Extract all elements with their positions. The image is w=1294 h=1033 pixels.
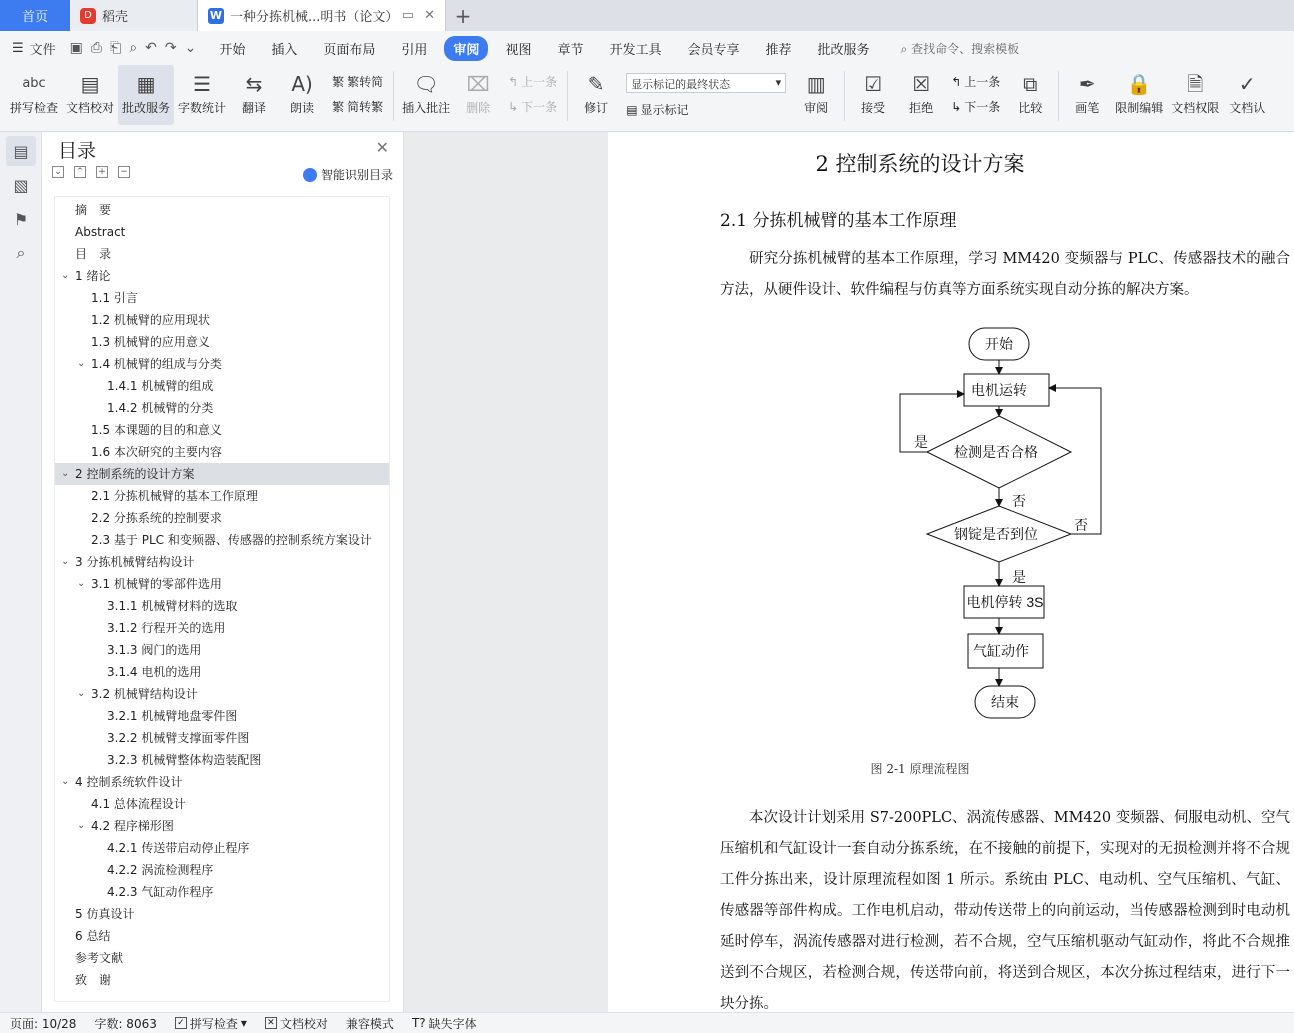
flow-stop-label: 电机停转 3S — [966, 594, 1044, 610]
menu-review[interactable]: 审阅 — [444, 36, 488, 61]
toc-item-label: 2.3 基于 PLC 和变频器、传感器的控制系统方案设计 — [91, 533, 372, 547]
chevron-down-icon[interactable]: ⌄ — [77, 688, 86, 699]
proofread-status-icon: ✕ — [265, 1017, 277, 1029]
prev-comment-button[interactable] — [508, 73, 557, 90]
chevron-down-icon[interactable]: ⌄ — [77, 578, 86, 589]
chevron-down-icon[interactable]: ⌄ — [77, 358, 86, 369]
toc-item-label: 3.1 机械臂的零部件选用 — [91, 577, 222, 591]
smart-toc-icon — [303, 168, 317, 182]
doc-permission-button[interactable] — [1167, 65, 1223, 125]
trad-to-simp-label: 繁转简 — [347, 75, 384, 89]
missing-font-icon: T? — [411, 1016, 426, 1030]
simp-to-trad-label: 简转繁 — [347, 100, 384, 114]
new-tab-button[interactable]: + — [454, 3, 472, 28]
menu-insert[interactable]: 插入 — [271, 42, 298, 58]
bookmark-icon[interactable]: ⚑ — [13, 209, 29, 229]
expand-all-icon[interactable]: ⌃ — [74, 166, 86, 178]
markup-group — [620, 65, 792, 118]
reject-label: 拒绝 — [909, 101, 934, 115]
next-icon: ↳ — [951, 99, 962, 114]
toc-item-label: 5 仿真设计 — [75, 907, 135, 921]
save-icon[interactable]: ▣ — [69, 40, 83, 56]
comment-add-icon: 🗨 — [413, 72, 439, 96]
ribbon-separator — [844, 71, 845, 121]
toc-item-label: 4.2.1 传送带启动停止程序 — [107, 841, 250, 855]
flow-end-label: 结束 — [991, 694, 1019, 710]
review-pane-button[interactable] — [792, 65, 840, 125]
next-comment-label: 下一条 — [521, 100, 558, 114]
doc-permission-label: 文档权限 — [1171, 101, 1220, 115]
toc-item[interactable] — [55, 595, 389, 617]
track-changes-icon: ✎ — [587, 72, 605, 96]
toc-item[interactable] — [55, 815, 389, 837]
markup-state-value: 显示标记的最终状态 — [631, 78, 731, 91]
toc-item-label: 3.1.4 电机的选用 — [107, 665, 202, 679]
toc-item[interactable] — [55, 243, 389, 265]
toc-item[interactable] — [55, 485, 389, 507]
toc-item[interactable] — [55, 837, 389, 859]
chevron-down-icon: ▾ — [775, 76, 782, 89]
chevron-down-icon[interactable]: ⌄ — [61, 776, 70, 787]
toc-item[interactable] — [55, 551, 389, 573]
toc-item-label: Abstract — [75, 225, 126, 239]
reject-icon: ☒ — [912, 72, 931, 96]
insert-comment-button[interactable] — [398, 65, 454, 125]
writer-logo-icon: W — [209, 9, 223, 22]
next-comment-button[interactable] — [508, 98, 557, 115]
more-icon[interactable]: ⌄ — [184, 40, 197, 56]
doc-proofread-button[interactable] — [62, 65, 118, 125]
toc-item[interactable] — [55, 947, 389, 969]
toc-item[interactable] — [55, 441, 389, 463]
menu-recommend[interactable]: 推荐 — [765, 42, 792, 58]
toc-item-label: 3.2.2 机械臂支撑面零件图 — [107, 731, 250, 745]
flow-yes-label-1: 是 — [914, 434, 928, 450]
translate-label: 翻译 — [242, 101, 267, 115]
toc-item[interactable] — [55, 573, 389, 595]
accept-button[interactable] — [849, 65, 897, 125]
toc-item[interactable] — [55, 617, 389, 639]
toc-item-label: 4.1 总体流程设计 — [91, 797, 186, 811]
toc-item-label: 3.1.1 机械臂材料的选取 — [107, 599, 238, 613]
status-proofread-label: 文档校对 — [279, 1016, 328, 1031]
simp-to-trad-button[interactable] — [332, 98, 383, 115]
toc-title: 目录 — [58, 140, 97, 162]
flow-cylinder-label: 气缸动作 — [973, 643, 1029, 659]
delete-comment-label: 删除 — [466, 101, 491, 115]
figure-caption: 图 2-1 原理流程图 — [870, 762, 970, 776]
toc-item-label: 4.2 程序梯形图 — [91, 819, 174, 833]
comment-nav-group — [502, 65, 563, 115]
toc-item-label: 3.1.2 行程开关的选用 — [107, 621, 226, 635]
convert-icon: 繁 — [332, 100, 345, 114]
show-markup-icon: ▤ — [626, 102, 638, 117]
file-menu-label: 文件 — [29, 42, 56, 58]
toc-item[interactable] — [55, 727, 389, 749]
ribbon-separator — [393, 71, 394, 121]
tab-bar — [0, 0, 1294, 31]
toc-item-label: 参考文献 — [75, 951, 124, 965]
toc-panel — [42, 132, 404, 1012]
review-service-icon: ▦ — [136, 72, 156, 96]
heading-1: 2 控制系统的设计方案 — [815, 152, 1025, 176]
toc-item[interactable] — [55, 529, 389, 551]
tab-document[interactable] — [198, 0, 446, 31]
menu-devtools[interactable]: 开发工具 — [609, 42, 662, 58]
flow-motor-label: 电机运转 — [971, 382, 1027, 398]
chevron-down-icon: ▾ — [240, 1016, 247, 1030]
toc-item-label: 4.2.3 气缸动作程序 — [107, 885, 214, 899]
toc-item-label: 3.2.1 机械臂地盘零件图 — [107, 709, 238, 723]
search-icon: ⌕ — [900, 41, 908, 56]
smart-toc-label: 智能识别目录 — [320, 168, 393, 182]
toc-item[interactable] — [55, 771, 389, 793]
chevron-down-icon[interactable]: ⌄ — [61, 556, 70, 567]
toc-item[interactable] — [55, 793, 389, 815]
show-markup-button[interactable] — [626, 101, 786, 118]
tab-daoke-label: 稻壳 — [102, 10, 129, 25]
prev-icon: ↰ — [508, 74, 519, 89]
quick-access-toolbar — [70, 40, 197, 56]
convert-group — [326, 65, 389, 115]
prev-change-label: 上一条 — [964, 75, 1001, 89]
track-changes-button[interactable] — [572, 65, 620, 125]
missing-font-label: 缺失字体 — [428, 1016, 477, 1031]
restrict-edit-label: 限制编辑 — [1115, 101, 1164, 115]
show-markup-label: 显示标记 — [640, 103, 689, 117]
toc-item[interactable] — [55, 639, 389, 661]
ribbon-separator — [1058, 71, 1059, 121]
flow-start-label: 开始 — [985, 336, 1013, 352]
preview-icon[interactable]: ⌕ — [129, 40, 138, 56]
lock-icon: 🔒 — [1126, 72, 1152, 96]
compare-button[interactable] — [1006, 65, 1054, 125]
chapter-rail-icon[interactable]: ▧ — [13, 175, 29, 195]
export-icon[interactable]: ⎙ — [90, 40, 103, 56]
chevron-down-icon[interactable]: ⌄ — [61, 468, 70, 479]
toc-item-label: 2 控制系统的设计方案 — [75, 467, 195, 481]
toc-item[interactable] — [55, 969, 389, 991]
flow-no-label-1: 否 — [1012, 493, 1026, 509]
compare-label: 比较 — [1018, 101, 1043, 115]
daoke-logo-icon: D — [80, 8, 96, 24]
toc-item[interactable] — [55, 683, 389, 705]
track-changes-label: 修订 — [584, 101, 609, 115]
close-icon[interactable]: ✕ — [375, 138, 389, 157]
toc-list — [54, 196, 390, 1002]
document-page[interactable] — [608, 132, 1294, 1012]
redo-icon[interactable]: ↷ — [164, 40, 177, 56]
toc-item-label: 2.1 分拣机械臂的基本工作原理 — [91, 489, 258, 503]
next-icon: ↳ — [508, 99, 519, 114]
flowchart — [888, 324, 1148, 724]
status-bar — [0, 1012, 1294, 1033]
toc-item[interactable] — [55, 507, 389, 529]
toc-item[interactable] — [55, 199, 389, 221]
toc-item[interactable] — [55, 287, 389, 309]
menu-grading[interactable]: 批改服务 — [817, 42, 870, 58]
document-canvas — [404, 132, 1294, 1012]
ribbon-separator — [567, 71, 568, 121]
add-heading-icon[interactable]: + — [96, 166, 108, 178]
chevron-down-icon[interactable]: ⌄ — [61, 270, 70, 281]
paragraph-1: 研究分拣机械臂的基本工作原理，学习 MM420 变频器与 PLC、传感器技术的融合方法，从硬件设计、软件编程与仿真等方面系统实现自动分拣的解决方案。 — [720, 251, 1290, 298]
prev-comment-label: 上一条 — [521, 75, 558, 89]
heading-2: 2.1 分拣机械臂的基本工作原理 — [720, 211, 957, 231]
toc-item-label: 1.5 本课题的目的和意义 — [91, 423, 222, 437]
auth-icon: ✓ — [1238, 72, 1256, 96]
toc-item-label: 1.4.1 机械臂的组成 — [107, 379, 214, 393]
word-count-button[interactable] — [174, 65, 230, 125]
toc-item[interactable] — [55, 463, 389, 485]
comment-delete-icon: ⌧ — [466, 72, 490, 96]
menu-chapter[interactable]: 章节 — [557, 42, 584, 58]
doc-auth-label: 文档认 — [1229, 101, 1266, 115]
toc-item[interactable] — [55, 221, 389, 243]
review-service-button[interactable] — [118, 65, 174, 125]
toc-item[interactable] — [55, 265, 389, 287]
collapse-all-icon[interactable]: ⌄ — [52, 166, 64, 178]
toc-item-label: 6 总结 — [75, 929, 111, 943]
delete-comment-button[interactable] — [454, 65, 502, 125]
menu-bar — [0, 31, 1294, 65]
word-count-label: 字数统计 — [178, 101, 227, 115]
pen-icon: ✒ — [1078, 72, 1096, 96]
toc-item-label: 1.4 机械臂的组成与分类 — [91, 357, 222, 371]
tab-document-label: 一种分拣机械...明书（论文） — [230, 10, 399, 25]
doc-proofread-label: 文档校对 — [66, 101, 115, 115]
toc-toolbar — [52, 166, 130, 178]
toc-item-label: 1 绪论 — [75, 269, 111, 283]
flow-check-label: 检测是否合格 — [954, 444, 1038, 460]
menu-member[interactable]: 会员专享 — [687, 42, 740, 58]
flow-ingot-label: 钢锭是否到位 — [954, 526, 1038, 542]
file-menu[interactable] — [12, 39, 56, 58]
toc-item-label: 3.1.3 阀门的选用 — [107, 643, 202, 657]
toc-item-label: 1.2 机械臂的应用现状 — [91, 313, 210, 327]
read-aloud-button[interactable] — [278, 65, 326, 125]
insert-comment-label: 插入批注 — [402, 101, 451, 115]
toc-item-label: 4.2.2 涡流检测程序 — [107, 863, 214, 877]
status-spell-check[interactable] — [175, 1015, 247, 1032]
tab-float-icon[interactable]: ▭ — [401, 8, 415, 23]
toc-item[interactable] — [55, 881, 389, 903]
toc-item[interactable] — [55, 419, 389, 441]
flow-no-label-2: 否 — [1074, 517, 1088, 533]
word-count-icon: ☰ — [193, 72, 212, 96]
search-icon[interactable]: ⌕ — [16, 243, 26, 262]
chevron-down-icon[interactable]: ⌄ — [77, 820, 86, 831]
toc-item[interactable] — [55, 353, 389, 375]
toc-item[interactable] — [55, 375, 389, 397]
menu-start[interactable]: 开始 — [219, 42, 246, 58]
change-nav-group — [945, 65, 1006, 115]
review-pane-label: 审阅 — [804, 101, 829, 115]
next-change-button[interactable] — [951, 98, 1000, 115]
toc-item[interactable] — [55, 331, 389, 353]
translate-button[interactable] — [230, 65, 278, 125]
paragraph-2: 本次设计计划采用 S7-200PLC、涡流传感器、MM420 变频器、伺服电动机、空气压缩机和气缸设计一套自动分拣系统，在不接触的前提下，实现对的无损检测并将不合规工件分拣出来，设计原理流程如图 1 所示。系统由 PLC、电动机、空气压缩机、气缸、传感器等部件构成。工作电机启动，带动传送带上的向前运动，当传感器检测到时电动机延时停车，涡流传感器对进行检测，若不合规，空气压缩机驱动气缸动作，将此不合规推送到不合规区，若检测合规，传送带向前，将送到合规区，本次分拣过程结束，进行下一块分拣。 — [720, 810, 1290, 1012]
status-doc-proofread[interactable] — [265, 1015, 328, 1032]
prev-icon: ↰ — [951, 74, 962, 89]
status-spell-label: 拼写检查 — [189, 1016, 238, 1031]
proofread-icon: ▤ — [80, 72, 100, 96]
toc-item[interactable] — [55, 705, 389, 727]
toc-item[interactable] — [55, 859, 389, 881]
checkbox-checked-icon: ✓ — [175, 1017, 187, 1029]
read-aloud-label: 朗读 — [290, 101, 315, 115]
convert-icon: 繁 — [332, 75, 345, 89]
restrict-edit-button[interactable] — [1111, 65, 1167, 125]
tab-home[interactable]: 首页 — [0, 0, 70, 31]
word-count[interactable]: 字数: 8063 — [94, 1016, 157, 1031]
toc-item-label: 1.3 机械臂的应用意义 — [91, 335, 210, 349]
translate-icon: ⇆ — [245, 72, 263, 96]
toc-item[interactable] — [55, 309, 389, 331]
smart-toc-button[interactable] — [303, 166, 393, 183]
toc-item-label: 目 录 — [75, 247, 112, 261]
toc-item-label: 致 谢 — [75, 973, 112, 987]
review-service-label: 批改服务 — [122, 101, 171, 115]
markup-state-select[interactable] — [626, 73, 786, 93]
next-change-label: 下一条 — [964, 100, 1001, 114]
ribbon-review — [0, 65, 1294, 132]
pen-button[interactable] — [1063, 65, 1111, 125]
toc-item[interactable] — [55, 397, 389, 419]
toc-item-label: 3.2.3 机械臂整体构造装配图 — [107, 753, 262, 767]
spell-check-button[interactable] — [6, 65, 62, 125]
toc-item[interactable] — [55, 903, 389, 925]
toc-rail-icon[interactable]: ▤ — [6, 136, 36, 166]
toc-item-label: 1.4.2 机械臂的分类 — [107, 401, 214, 415]
hamburger-icon: ☰ — [12, 40, 24, 56]
toc-item-label: 3 分拣机械臂结构设计 — [75, 555, 195, 569]
trad-to-simp-button[interactable] — [332, 73, 383, 90]
compare-icon: ⧉ — [1023, 72, 1038, 96]
doc-auth-button[interactable] — [1223, 65, 1271, 125]
toc-item-label: 2.2 分拣系统的控制要求 — [91, 511, 222, 525]
left-rail — [0, 132, 42, 1012]
compat-mode[interactable]: 兼容模式 — [345, 1016, 394, 1031]
spell-check-label: 拼写检查 — [10, 101, 59, 115]
command-search[interactable] — [901, 40, 1020, 57]
spell-check-icon: abc — [22, 76, 46, 91]
accept-icon: ☑ — [864, 72, 883, 96]
toc-item[interactable] — [55, 749, 389, 771]
undo-icon[interactable]: ↶ — [145, 40, 157, 56]
remove-heading-icon[interactable]: − — [118, 166, 130, 178]
reject-button[interactable] — [897, 65, 945, 125]
toc-item[interactable] — [55, 661, 389, 683]
print-icon[interactable]: ⎗ — [110, 40, 122, 56]
toc-item-label: 1.1 引言 — [91, 291, 138, 305]
tab-close-icon[interactable]: ✕ — [424, 8, 435, 23]
tab-daoke[interactable] — [70, 0, 198, 31]
menu-view[interactable]: 视图 — [505, 42, 532, 58]
missing-font[interactable] — [412, 1015, 477, 1032]
command-search-label: 查找命令、搜索模板 — [911, 41, 1020, 56]
review-pane-icon: ▥ — [806, 72, 826, 96]
toc-item-label: 1.6 本次研究的主要内容 — [91, 445, 222, 459]
menu-reference[interactable]: 引用 — [401, 42, 428, 58]
menu-layout[interactable]: 页面布局 — [323, 42, 376, 58]
flow-yes-label-2: 是 — [1012, 569, 1026, 585]
prev-change-button[interactable] — [951, 73, 1000, 90]
permission-icon: 🗎 — [1187, 72, 1204, 96]
accept-label: 接受 — [861, 101, 886, 115]
toc-item-label: 3.2 机械臂结构设计 — [91, 687, 198, 701]
read-aloud-icon: A) — [291, 72, 313, 96]
pen-label: 画笔 — [1075, 101, 1100, 115]
toc-item[interactable] — [55, 925, 389, 947]
toc-item-label: 摘 要 — [75, 203, 112, 217]
page-indicator[interactable]: 页面: 10/28 — [10, 1016, 77, 1031]
toc-item-label: 4 控制系统软件设计 — [75, 775, 183, 789]
